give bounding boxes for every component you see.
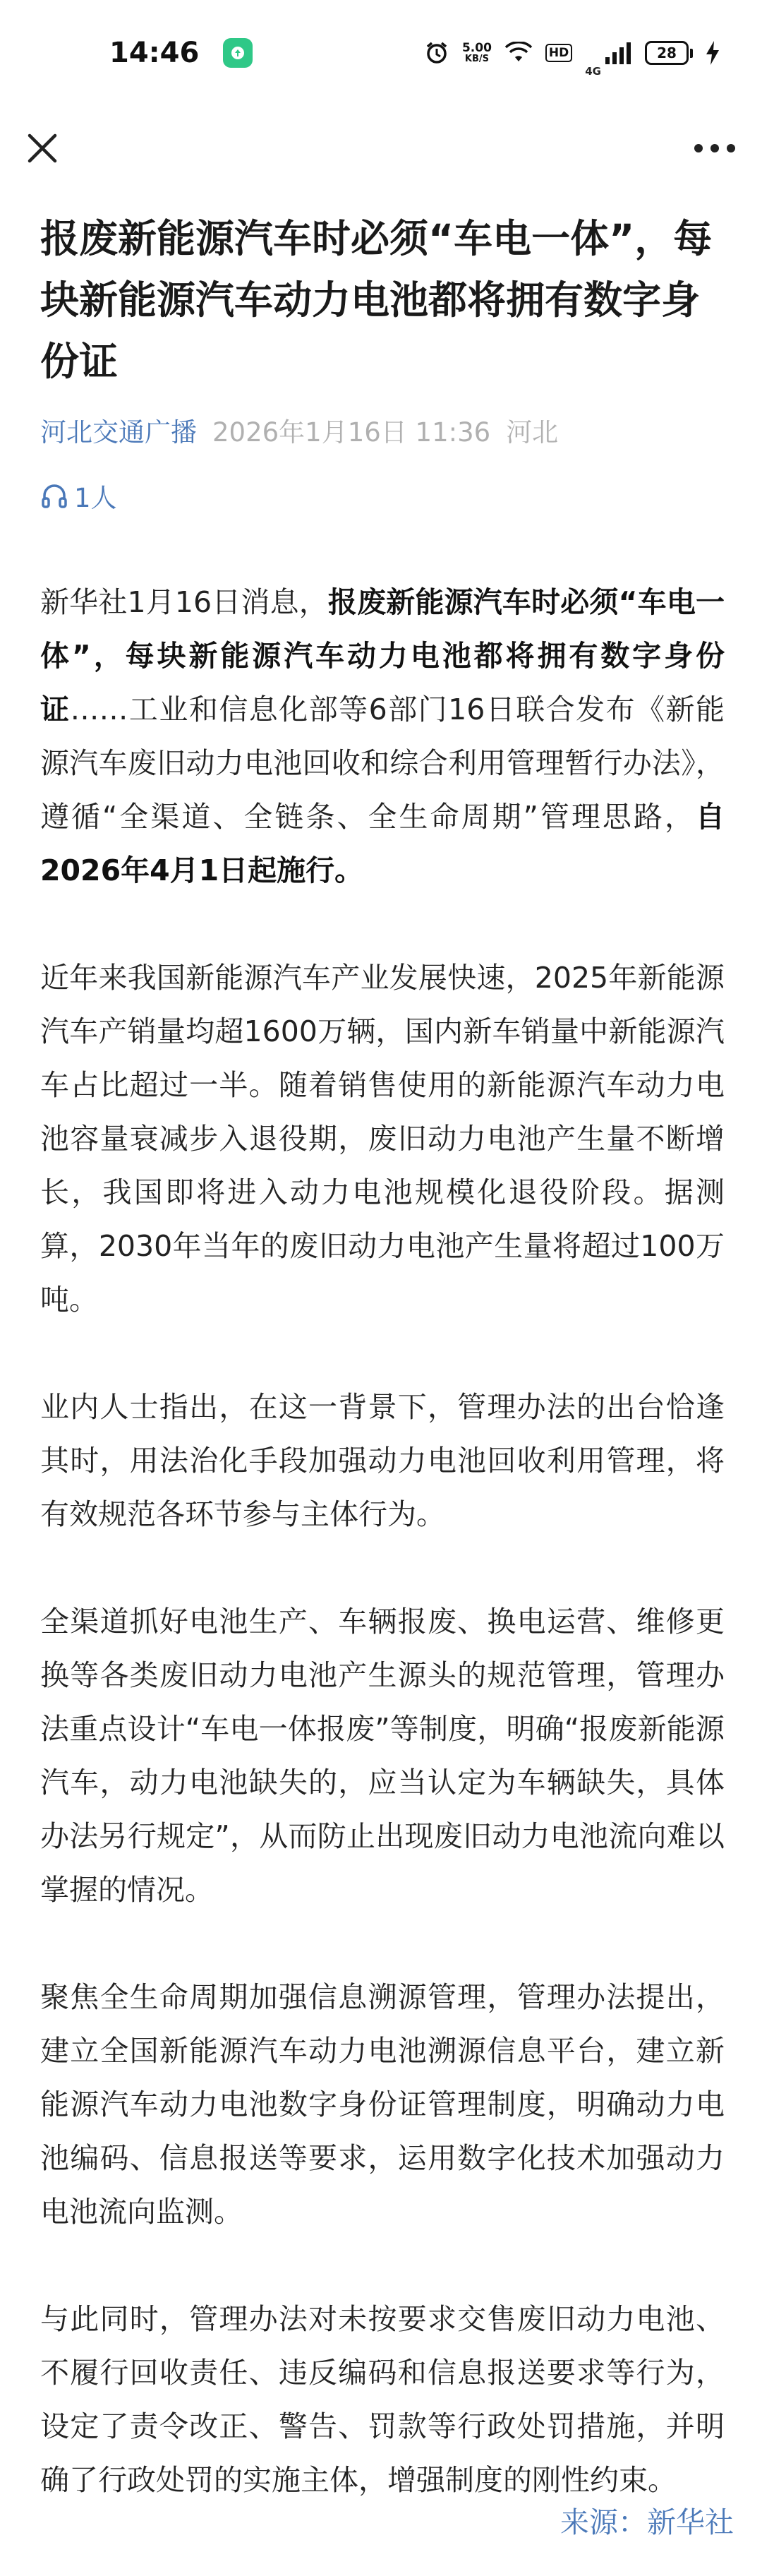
listener-count-text: 1人 xyxy=(74,483,117,513)
article-title: 报废新能源汽车时必须“车电一体”，每块新能源汽车动力电池都将拥有数字身份证 xyxy=(40,216,713,384)
hd-badge: HD xyxy=(545,44,572,62)
region: 河北 xyxy=(506,417,559,448)
battery-level: 28 xyxy=(645,41,689,65)
status-icons xyxy=(424,28,720,78)
signal-icon xyxy=(604,42,632,64)
paragraph-2: 近年来我国新能源汽车产业发展快速，2025年新能源汽车产销量均超1600万辆，国内新车销量中新能源汽车占比超过一半。随着销售使用的新能源汽车动力电池容量衰减步入退役期，废旧动力电池产生量不断增长，我国即将进入动力电池规模化退役阶段。据测算，2030年当年的废旧动力电池产生量将超过100万吨。 xyxy=(40,961,725,1317)
p1-bold-date: 自2026年4月1日起施行。 xyxy=(40,800,725,887)
more-icon xyxy=(694,143,736,153)
p1-bold-headline: 报废新能源汽车时必须“车电一体”，每块新能源汽车动力电池都将拥有数字身份证 xyxy=(40,585,725,726)
net-speed-unit: KB/S xyxy=(464,54,489,64)
paragraph-6: 与此同时，管理办法对未按要求交售废旧动力电池、不履行回收责任、违反编码和信息报送要求等行为，设定了责令改正、警告、罚款等行政处罚措施，并明确了行政处罚的实施主体，增强制度的刚性约束。 xyxy=(40,2302,725,2497)
paragraph-1 xyxy=(40,575,725,897)
net-speed xyxy=(462,42,492,64)
p1-body: ……工业和信息化部等6部门16日联合发布《新能源汽车废旧动力电池回收和综合利用管理暂行办法》，遵循“全渠道、全链条、全生命周期”管理思路， xyxy=(40,693,725,834)
nav-bar xyxy=(0,106,762,191)
more-button[interactable] xyxy=(690,128,739,168)
publish-date: 2026年1月16日 11:36 xyxy=(212,417,491,448)
status-time: 14:46 xyxy=(109,37,200,69)
footer-source: 来源：新华社 xyxy=(560,2505,734,2539)
net-speed-value: 5.00 xyxy=(461,41,492,55)
alarm-icon xyxy=(424,40,449,66)
charging-icon xyxy=(706,41,720,65)
article-body xyxy=(40,575,725,2560)
wifi-icon xyxy=(504,42,533,64)
battery xyxy=(645,41,693,65)
close-icon xyxy=(27,133,58,164)
app-notification-icon xyxy=(223,38,253,68)
source-link[interactable]: 河北交通广播 xyxy=(40,417,197,448)
paragraph-3: 业内人士指出，在这一背景下，管理办法的出台恰逢其时，用法治化手段加强动力电池回收利用管理，将有效规范各环节参与主体行为。 xyxy=(40,1390,725,1531)
paragraph-4: 全渠道抓好电池生产、车辆报废、换电运营、维修更换等各类废旧动力电池产生源头的规范管理，管理办法重点设计“车电一体报废”等制度，明确“报废新能源汽车，动力电池缺失的，应当认定为车辆缺失，具体办法另行规定”，从而防止出现废旧动力电池流向难以掌握的情况。 xyxy=(40,1605,725,1907)
battery-cap xyxy=(690,49,693,58)
listener-count[interactable] xyxy=(40,477,117,515)
close-button[interactable] xyxy=(23,128,62,168)
signal-label: 4G xyxy=(585,65,601,78)
article-meta xyxy=(40,413,718,453)
status-bar xyxy=(0,0,762,106)
p1-lead: 新华社1月16日消息， xyxy=(40,585,328,619)
headphones-icon xyxy=(40,481,68,510)
paragraph-5: 聚焦全生命周期加强信息溯源管理，管理办法提出，建立全国新能源汽车动力电池溯源信息平台，建立新能源汽车动力电池数字身份证管理制度，明确动力电池编码、信息报送等要求，运用数字化技术加强动力电池流向监测。 xyxy=(40,1980,725,2229)
